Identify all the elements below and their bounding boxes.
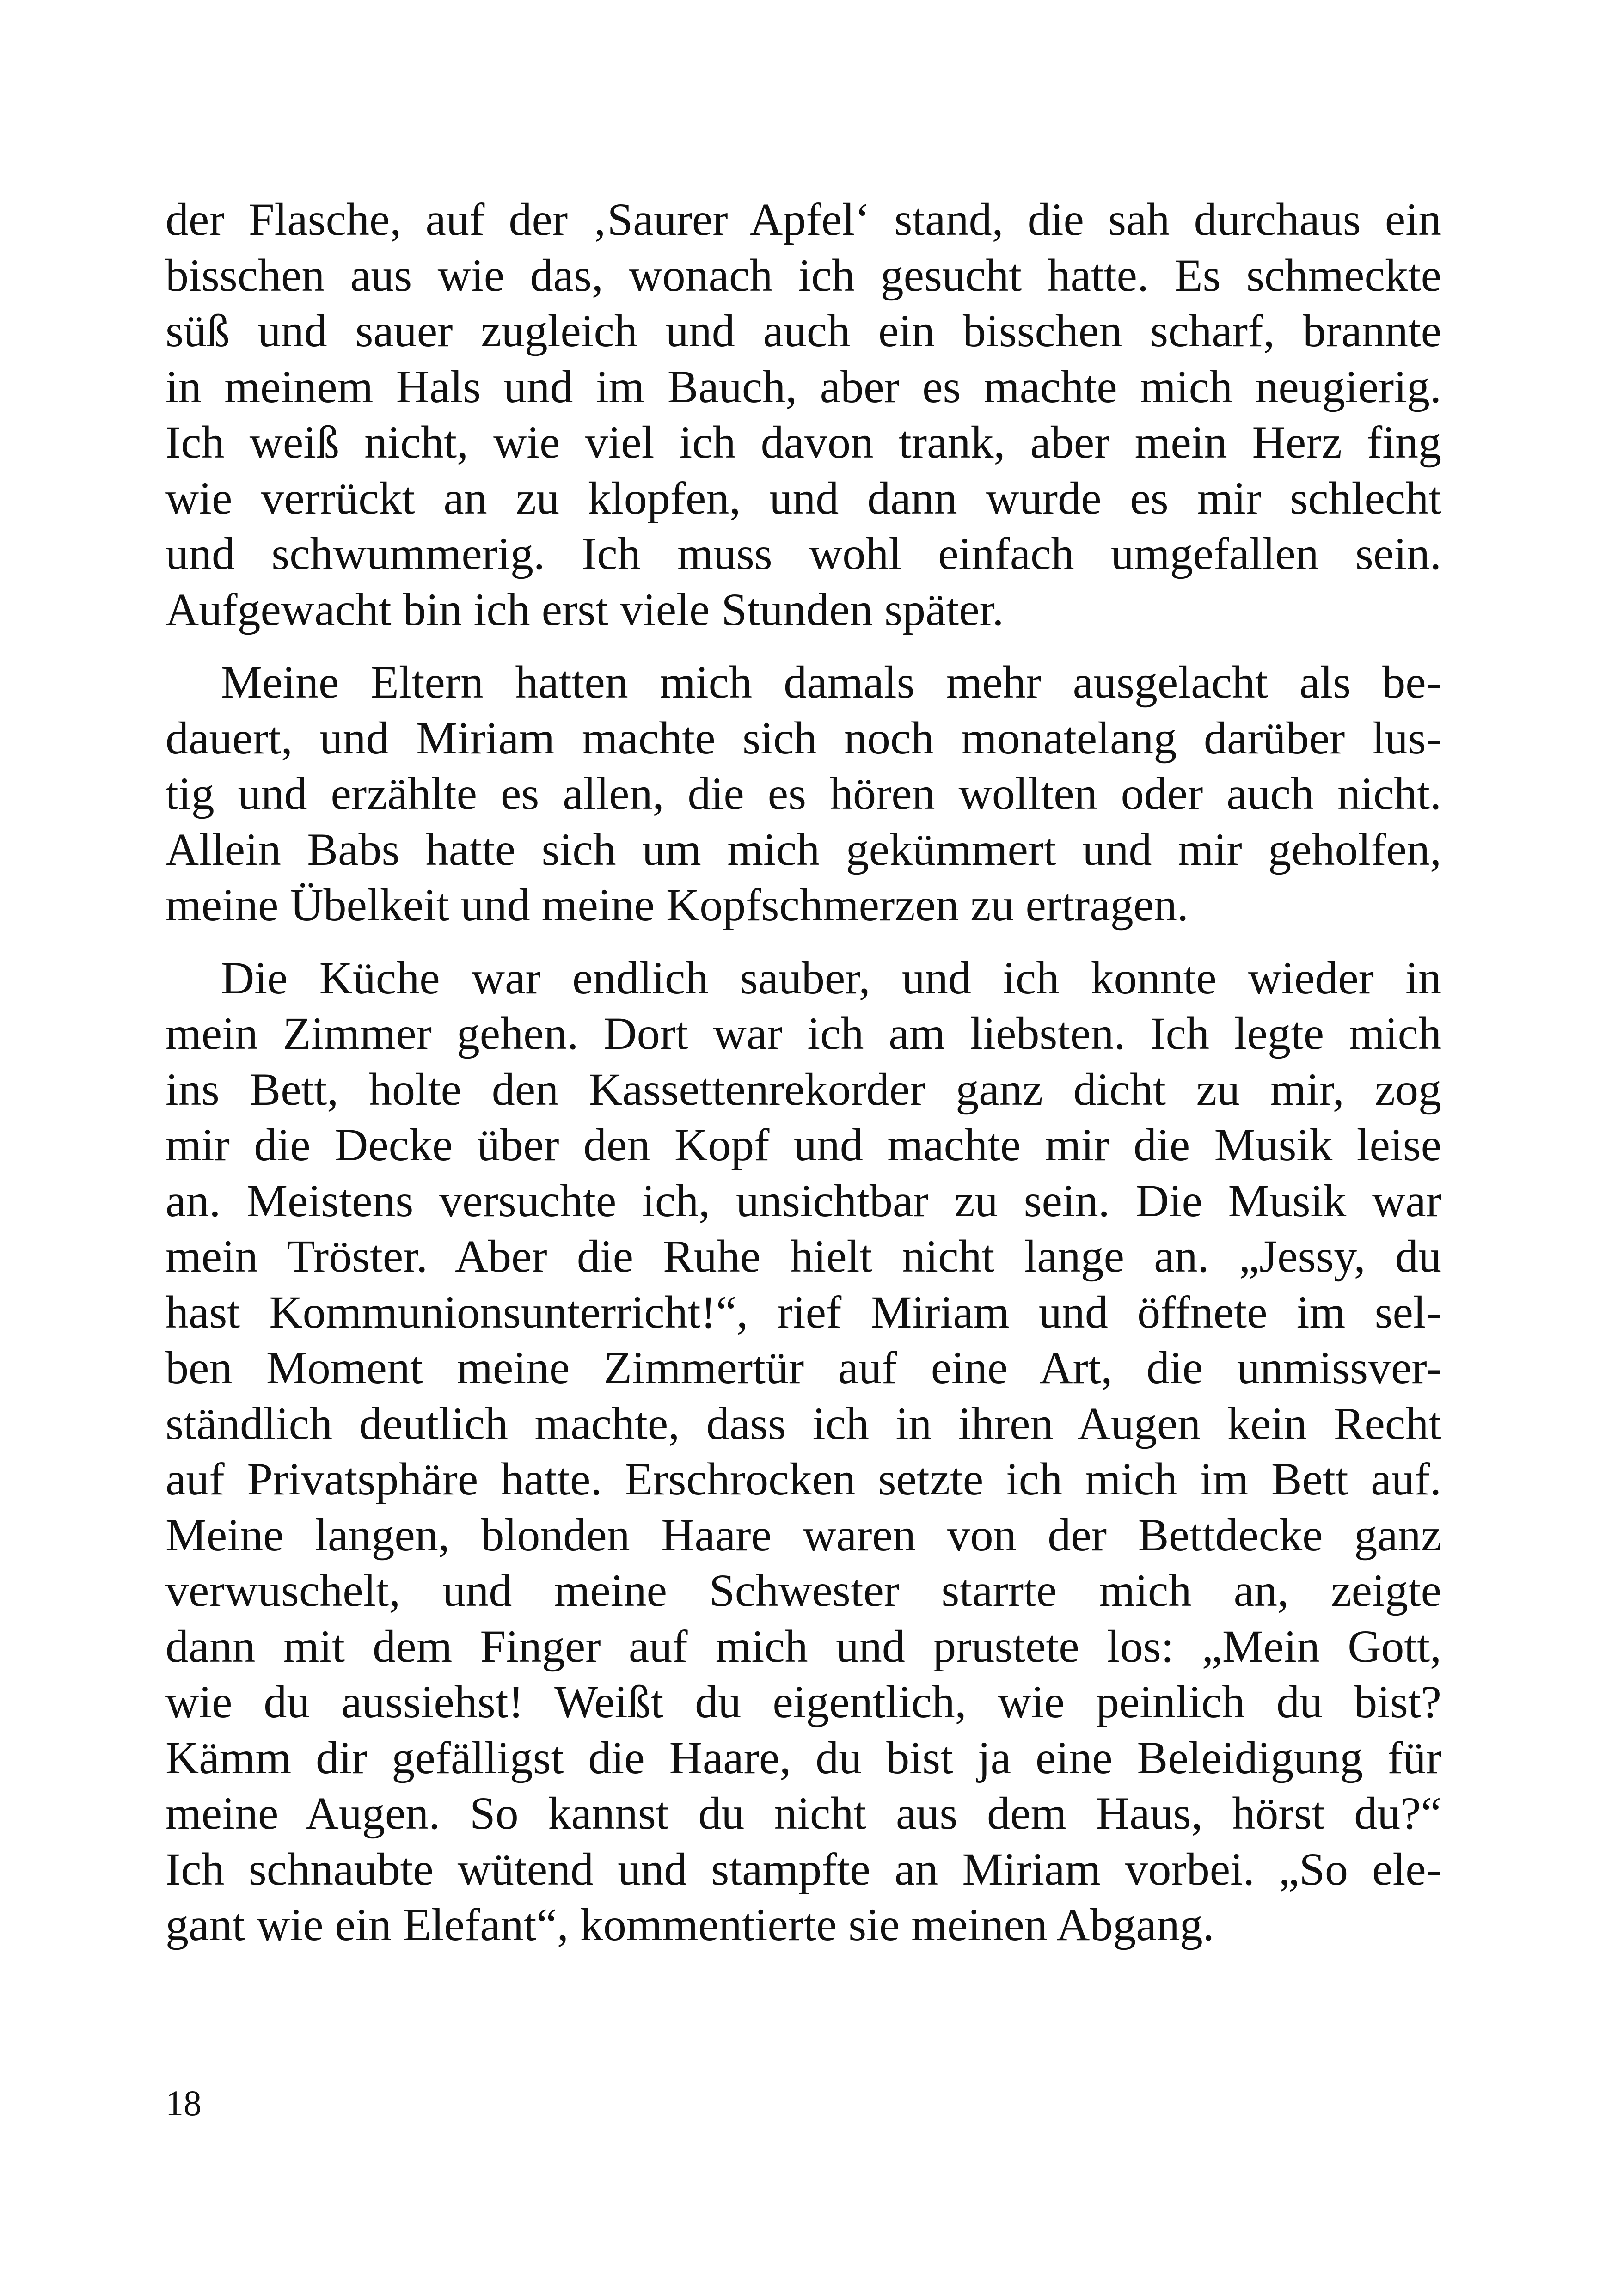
text-line: ben Moment meine Zimmertür auf eine Art, die unmissver- xyxy=(165,1342,1441,1393)
text-line: mein Zimmer gehen. Dort war ich am liebsten. Ich legte mich xyxy=(165,1008,1441,1059)
text-line: ins Bett, holte den Kassettenrekorder ganz dicht zu mir, zog xyxy=(165,1063,1441,1115)
paragraph xyxy=(165,192,1441,637)
page-number: 18 xyxy=(165,2083,202,2123)
text-line: Ich weiß nicht, wie viel ich davon trank, aber mein Herz fing xyxy=(165,416,1441,468)
body-text xyxy=(165,192,1441,1953)
paragraph xyxy=(165,655,1441,933)
text-line: hast Kommunionsunterricht!“, rief Miriam und öffnete im sel- xyxy=(165,1286,1441,1338)
text-line: mir die Decke über den Kopf und machte mir die Musik leise xyxy=(165,1119,1441,1170)
text-line: Allein Babs hatte sich um mich gekümmert und mir geholfen, xyxy=(165,823,1441,875)
text-line: Die Küche war endlich sauber, und ich konnte wieder in xyxy=(221,952,1441,1004)
text-line: Kämm dir gefälligst die Haare, du bist ja eine Beleidigung für xyxy=(165,1732,1441,1783)
paragraph xyxy=(165,950,1441,1953)
text-line: meine Übelkeit und meine Kopfschmerzen zu ertragen. xyxy=(165,879,1189,931)
text-line: bisschen aus wie das, wonach ich gesucht hatte. Es schmeckte xyxy=(165,249,1441,301)
text-line: Aufgewacht bin ich erst viele Stunden später. xyxy=(165,583,1004,635)
text-line: dann mit dem Finger auf mich und prustete los: „Mein Gott, xyxy=(165,1620,1441,1672)
text-line: auf Privatsphäre hatte. Erschrocken setzte ich mich im Bett auf. xyxy=(165,1453,1441,1505)
text-line: Ich schnaubte wütend und stampfte an Miriam vorbei. „So ele- xyxy=(165,1843,1441,1895)
text-line: ständlich deutlich machte, dass ich in ihren Augen kein Recht xyxy=(165,1397,1441,1449)
text-line: mein Tröster. Aber die Ruhe hielt nicht lange an. „Jessy, du xyxy=(165,1231,1441,1282)
text-line: gant wie ein Elefant“, kommentierte sie meinen Abgang. xyxy=(165,1899,1214,1950)
text-line: an. Meistens versuchte ich, unsichtbar zu sein. Die Musik war xyxy=(165,1175,1441,1226)
text-line: und schwummerig. Ich muss wohl einfach umgefallen sein. xyxy=(165,528,1441,579)
text-line: meine Augen. So kannst du nicht aus dem Haus, hörst du?“ xyxy=(165,1788,1441,1839)
text-line: dauert, und Miriam machte sich noch monatelang darüber lus- xyxy=(165,712,1441,764)
text-line: der Flasche, auf der ‚Saurer Apfel‘ stand, die sah durchaus ein xyxy=(165,194,1441,245)
text-line: wie verrückt an zu klopfen, und dann wurde es mir schlecht xyxy=(165,472,1441,524)
text-line: Meine Eltern hatten mich damals mehr ausgelacht als be- xyxy=(221,656,1441,708)
text-line: verwuschelt, und meine Schwester starrte mich an, zeigte xyxy=(165,1565,1441,1616)
text-line: in meinem Hals und im Bauch, aber es machte mich neugierig. xyxy=(165,361,1441,412)
text-line: wie du aussiehst! Weißt du eigentlich, wie peinlich du bist? xyxy=(165,1676,1441,1727)
text-line: süß und sauer zugleich und auch ein bisschen scharf, brannte xyxy=(165,305,1441,356)
text-line: Meine langen, blonden Haare waren von der Bettdecke ganz xyxy=(165,1509,1441,1561)
text-line: tig und erzählte es allen, die es hören wollten oder auch nicht. xyxy=(165,768,1441,819)
